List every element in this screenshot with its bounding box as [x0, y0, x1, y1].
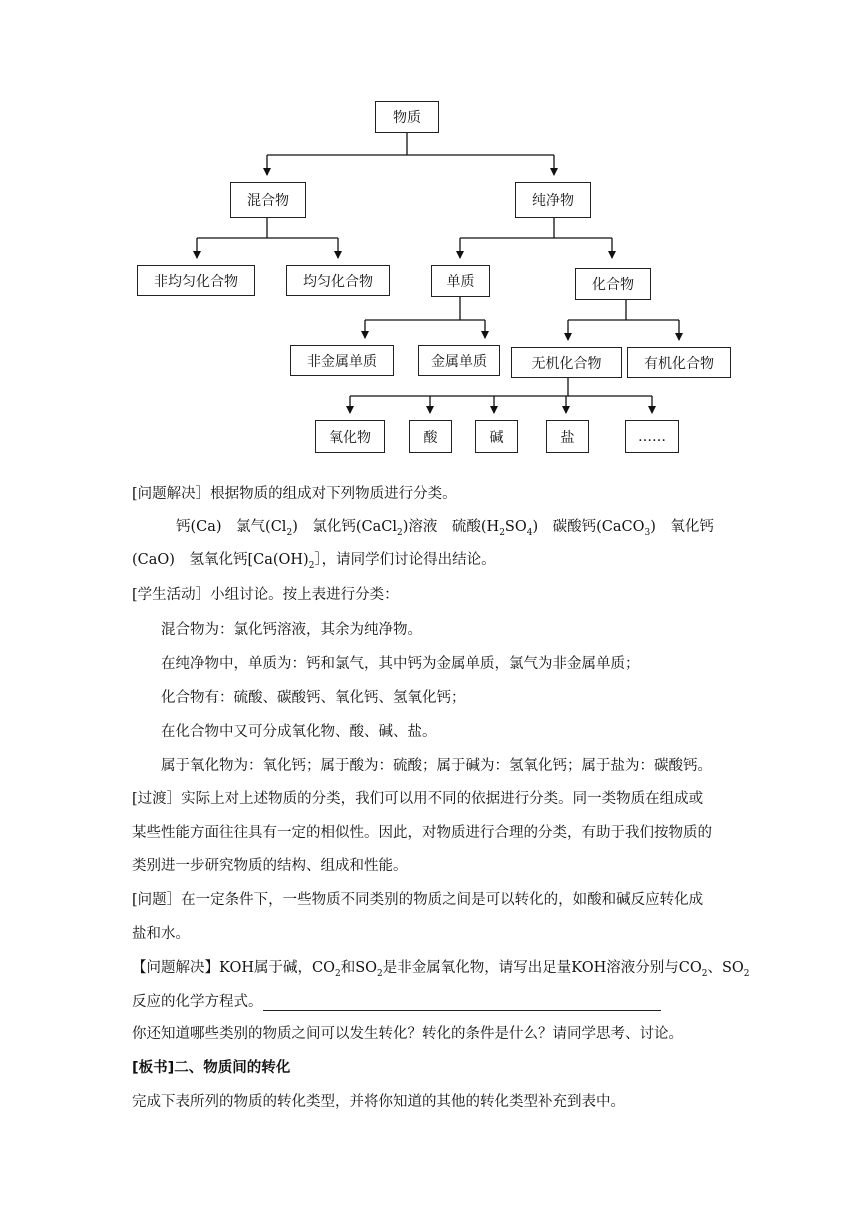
substance-list-line-2: (CaO) 氢氧化钙[$Ca(OH)_2]$，请同学们讨论得出结论。 [132, 552, 496, 571]
result-classes: 属于氧化物为：氧化钙；属于酸为：硫酸；属于碱为：氢氧化钙；属于盐为：碳酸钙。 [161, 758, 712, 774]
discussion-prompt: 你还知道哪些类别的物质之间可以发生转化？转化的条件是什么？请同学思考、讨论。 [132, 1026, 683, 1042]
student-activity: [学生活动］小组讨论。按上表进行分类： [132, 587, 399, 603]
transition-line-1: [过渡］实际上对上述物质的分类，我们可以用不同的依据进行分类。同一类物质在组成或 [132, 791, 704, 807]
problem-solving-2-line-1: 【问题解决】KOH属于碱，$CO_2$和$SO_2$是非金属氧化物，请写出足量KOH溶液分别与$CO_2$、$SO_2$ [132, 960, 750, 979]
transition-line-3: 类别进一步研究物质的结构、组成和性能。 [132, 858, 408, 874]
question-line-2: 盐和水。 [132, 926, 190, 942]
task-instruction: 完成下表所列的物质的转化类型，并将你知道的其他的转化类型补充到表中。 [132, 1094, 625, 1110]
tree-connectors [0, 0, 860, 470]
result-subdivision: 在化合物中又可分成氧化物、酸、碱、盐。 [161, 724, 437, 740]
node-oxide: 氧化物 [315, 420, 385, 453]
node-metal: 金属单质 [418, 345, 500, 376]
node-more: …… [625, 420, 679, 453]
transition-line-2: 某些性能方面往往具有一定的相似性。因此，对物质进行合理的分类，有助于我们按物质的 [132, 825, 712, 841]
result-compound: 化合物有：硫酸、碳酸钙、氧化钙、氢氧化钙； [161, 690, 466, 706]
problem-solving-1: [问题解决］根据物质的组成对下列物质进行分类。 [132, 486, 457, 502]
node-mixture: 混合物 [230, 182, 306, 218]
node-homogeneous: 均匀化合物 [286, 265, 390, 296]
node-organic: 有机化合物 [627, 347, 731, 378]
node-base: 碱 [475, 420, 518, 453]
substance-list-line-1: 钙(Ca) 氯气$(Cl_2)$ 氯化钙(CaCl$_2$)溶液 硫酸$(H_2SO_4)$ 碳酸钙(CaCO$_3$) 氧化钙 [176, 519, 714, 538]
node-heterogeneous: 非均匀化合物 [137, 265, 255, 296]
node-acid: 酸 [409, 420, 452, 453]
problem-solving-2-line-2: 反应的化学方程式。 [132, 993, 661, 1011]
node-inorganic: 无机化合物 [511, 347, 622, 378]
board-heading: [板书]二、物质间的转化 [132, 1060, 291, 1076]
node-root: 物质 [375, 101, 439, 133]
node-nonmetal: 非金属单质 [290, 345, 394, 376]
result-element: 在纯净物中，单质为：钙和氯气，其中钙为金属单质，氯气为非金属单质； [161, 656, 640, 672]
answer-blank[interactable] [263, 996, 661, 1011]
node-salt: 盐 [546, 420, 589, 453]
node-element: 单质 [431, 265, 490, 297]
result-mixture: 混合物为：氯化钙溶液，其余为纯净物。 [161, 622, 422, 638]
node-compound: 化合物 [575, 268, 651, 300]
question-line-1: [问题］在一定条件下，一些物质不同类别的物质之间是可以转化的，如酸和碱反应转化成 [132, 892, 704, 908]
node-pure: 纯净物 [515, 182, 591, 218]
